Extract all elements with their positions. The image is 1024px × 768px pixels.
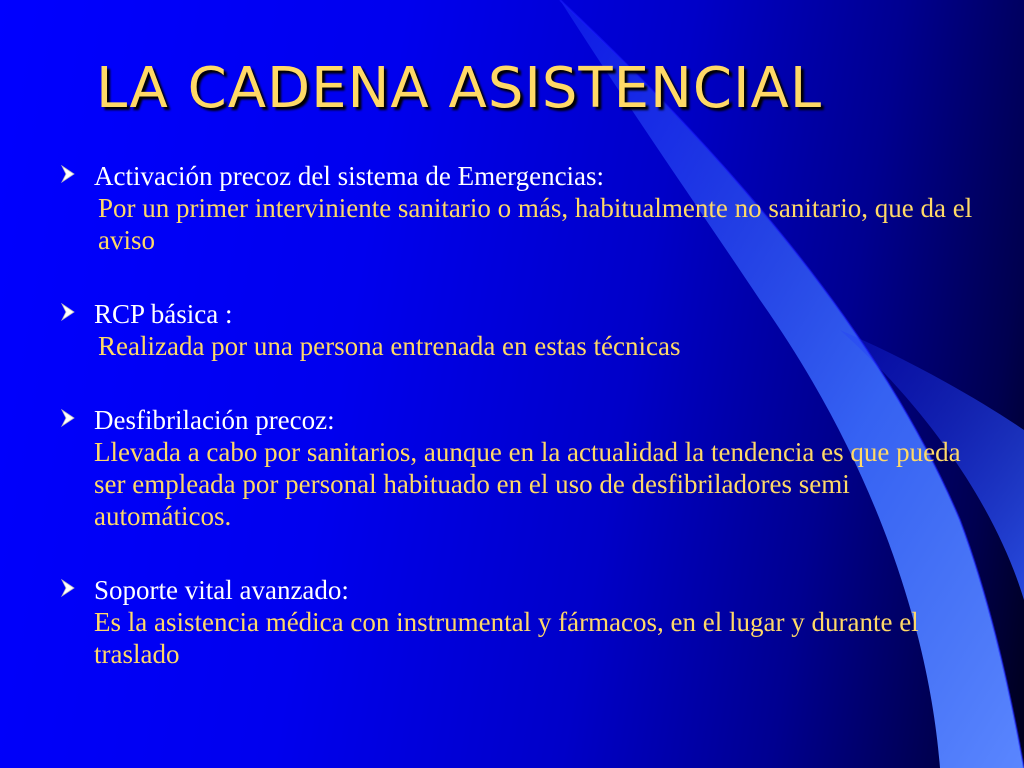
- item-detail: Realizada por una persona entrenada en estas técnicas: [98, 331, 681, 361]
- bullet-list: [60, 160, 980, 712]
- item-heading: Activación precoz del sistema de Emergencias:: [94, 161, 605, 191]
- list-item: [60, 404, 980, 532]
- slide-title: LA CADENA ASISTENCIAL: [96, 56, 823, 121]
- item-detail: Por un primer interviniente sanitario o más, habitualmente no sanitario, que da el aviso: [98, 193, 973, 255]
- item-heading: Soporte vital avanzado:: [94, 575, 349, 605]
- chevron-arrow-icon: [60, 578, 78, 598]
- chevron-arrow-icon: [60, 302, 78, 322]
- chevron-arrow-icon: [60, 164, 78, 184]
- item-heading: RCP básica :: [94, 299, 233, 329]
- chevron-arrow-icon: [60, 408, 78, 428]
- list-item: [60, 574, 980, 670]
- item-detail: Es la asistencia médica con instrumental y fármacos, en el lugar y durante el traslado: [94, 607, 919, 669]
- item-heading: Desfibrilación precoz:: [94, 405, 335, 435]
- list-item: [60, 160, 980, 256]
- item-detail: Llevada a cabo por sanitarios, aunque en la actualidad la tendencia es que pueda ser empleada por personal habituado en el uso de desfibriladores semi automáticos.: [94, 437, 961, 531]
- list-item: [60, 298, 980, 362]
